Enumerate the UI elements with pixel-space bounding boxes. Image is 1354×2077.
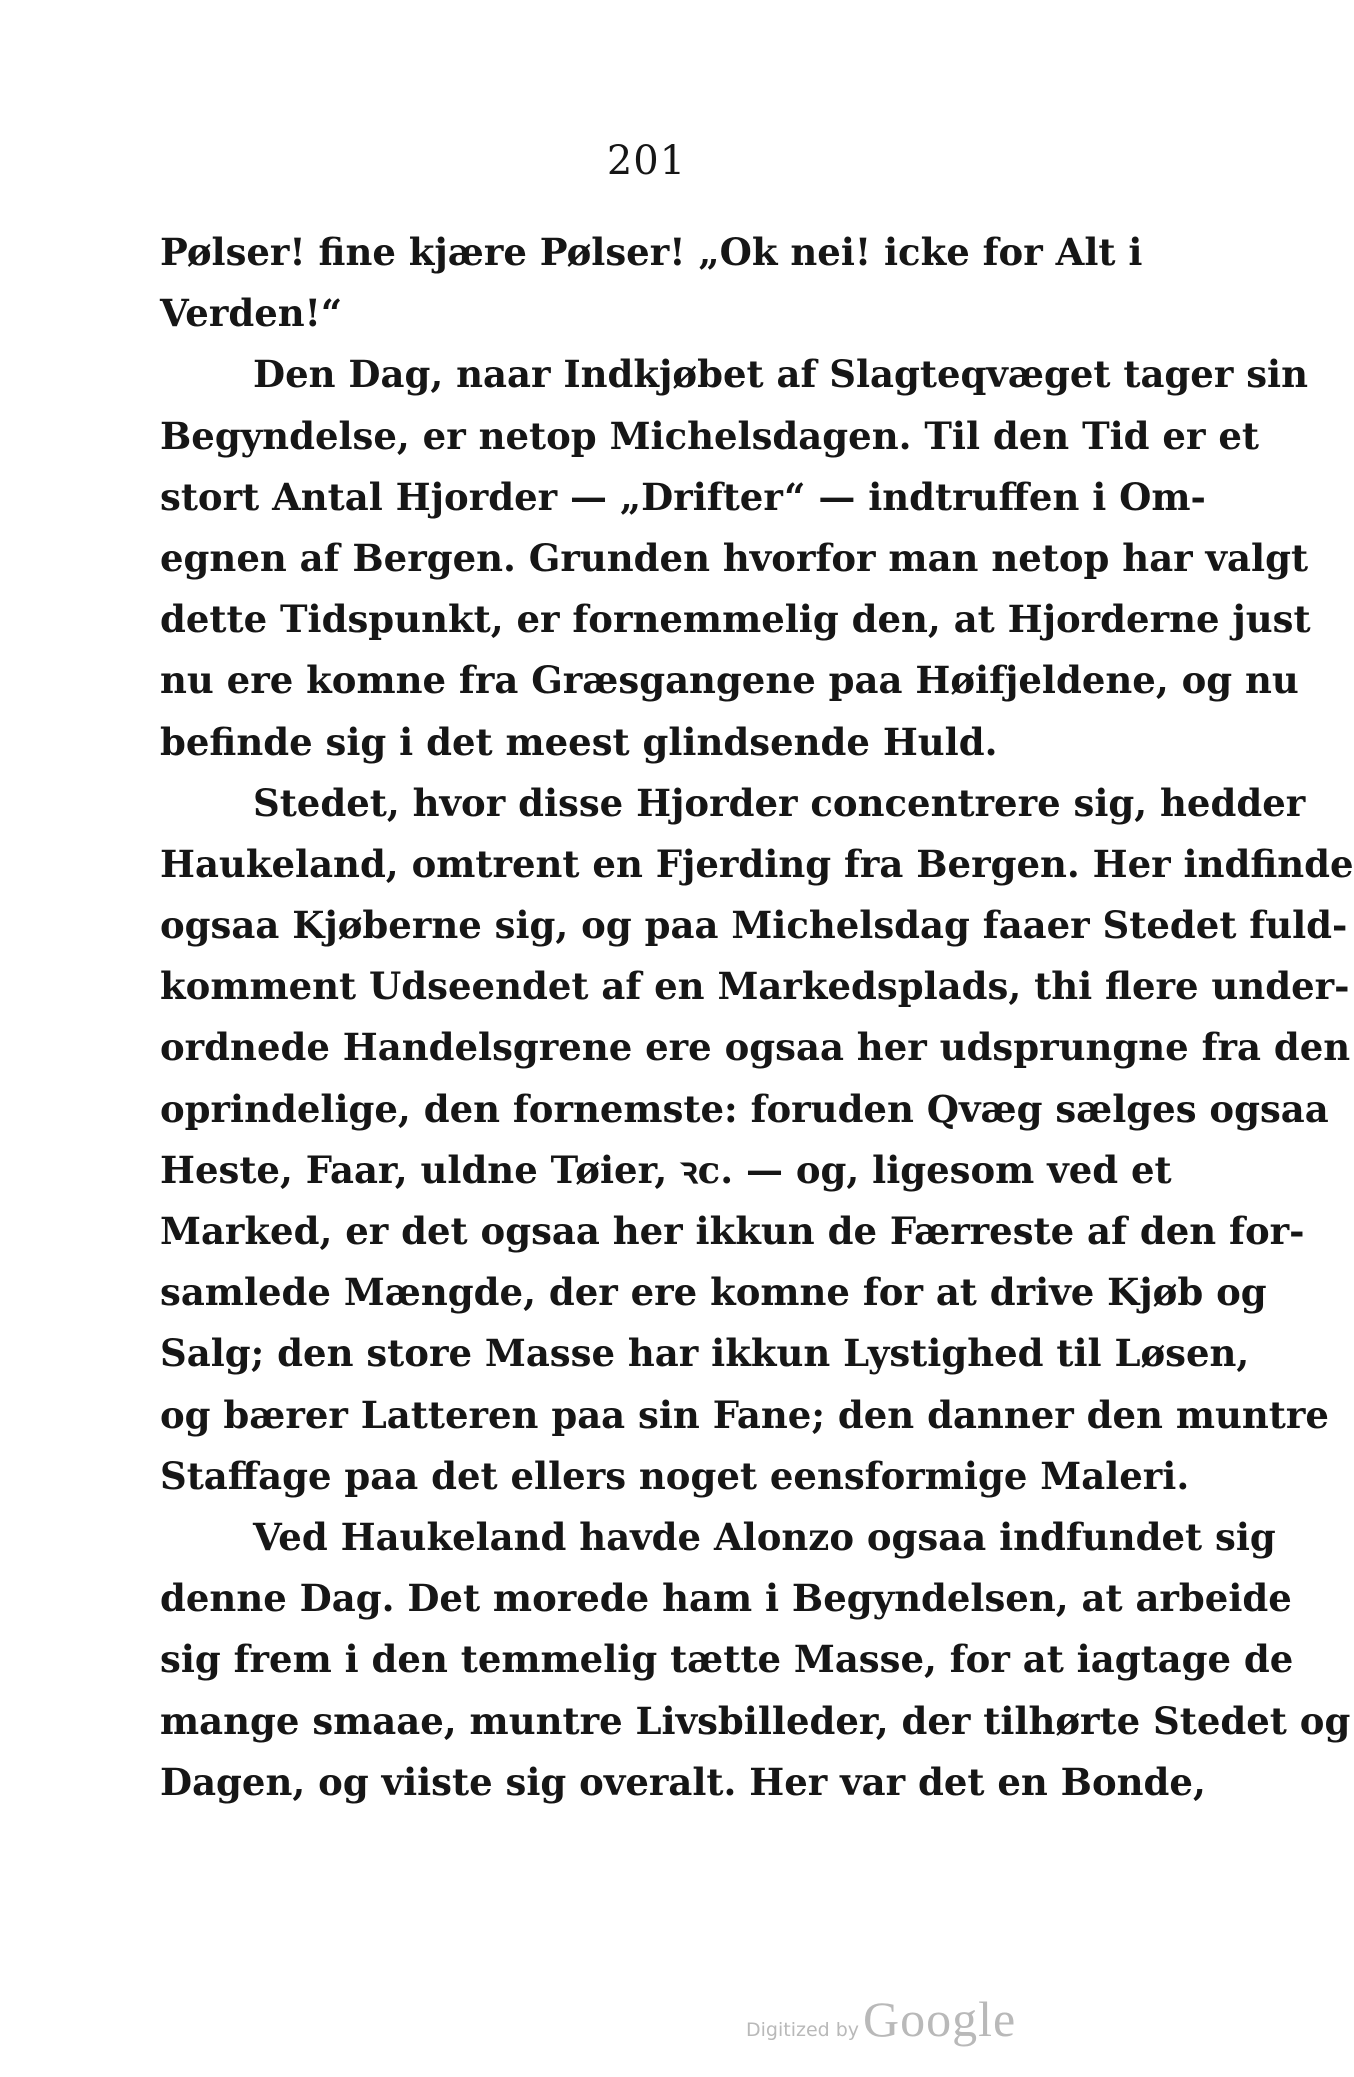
text-line: Heste, Faar, uldne Tøier, ꝛc. — og, ligesom ved et bbox=[160, 1147, 1172, 1192]
text-line: Salg; den store Masse har ikkun Lystighed til Løsen, bbox=[160, 1331, 1250, 1376]
text-line: Dagen, og viiste sig overalt. Her var det en Bonde, bbox=[160, 1759, 1206, 1804]
text-line: ogsaa Kjøberne sig, og paa Michelsdag faaer Stedet fuld- bbox=[160, 903, 1348, 948]
paragraph-start-line: Den Dag, naar Indkjøbet af Slagteqvæget tager sin bbox=[253, 352, 1308, 397]
text-line: mange smaae, muntre Livsbilleder, der tilhørte Stedet og bbox=[160, 1698, 1351, 1743]
page-number: 201 bbox=[606, 138, 687, 184]
text-line: denne Dag. Det morede ham i Begyndelsen, at arbeide bbox=[160, 1576, 1292, 1621]
text-line: befinde sig i det meest glindsende Huld. bbox=[160, 719, 998, 764]
text-line: dette Tidspunkt, er fornemmelig den, at Hjorderne just bbox=[160, 597, 1311, 642]
text-line: egnen af Bergen. Grunden hvorfor man netop har valgt bbox=[160, 535, 1309, 580]
google-logo: Google bbox=[863, 1991, 1017, 2047]
text-line: Staffage paa det ellers noget eensformige Maleri. bbox=[160, 1453, 1190, 1498]
watermark-prefix: Digitized by bbox=[746, 2019, 860, 2041]
text-line: samlede Mængde, der ere komne for at drive Kjøb og bbox=[160, 1270, 1267, 1315]
text-line: ordnede Handelsgrene ere ogsaa her udsprungne fra den bbox=[160, 1025, 1351, 1070]
text-line: stort Antal Hjorder — „Drifter“ — indtruffen i Om- bbox=[160, 474, 1206, 519]
text-line: Haukeland, omtrent en Fjerding fra Bergen. Her indfinde bbox=[160, 841, 1354, 886]
text-line: Pølser! fine kjære Pølser! „Ok nei! icke for Alt i bbox=[160, 230, 1143, 274]
text-line: komment Udseendet af en Markedsplads, thi flere under- bbox=[160, 964, 1350, 1009]
paragraph-start-line: Stedet, hvor disse Hjorder concentrere sig, hedder bbox=[253, 780, 1306, 825]
paragraph-start-line: Ved Haukeland havde Alonzo ogsaa indfundet sig bbox=[253, 1514, 1276, 1559]
text-line: oprindelige, den fornemste: foruden Qvæg sælges ogsaa bbox=[160, 1086, 1329, 1131]
text-line: Begyndelse, er netop Michelsdagen. Til den Tid er et bbox=[160, 413, 1259, 458]
body-text bbox=[160, 222, 1354, 1813]
text-line: Marked, er det ogsaa her ikkun de Færreste af den for- bbox=[160, 1209, 1305, 1253]
text-line: nu ere komne fra Græsgangene paa Høifjeldene, og nu bbox=[160, 658, 1299, 703]
text-line: Verden!“ bbox=[160, 291, 343, 336]
digitized-watermark bbox=[746, 1990, 1016, 2050]
text-line: og bærer Latteren paa sin Fane; den danner den muntre bbox=[160, 1392, 1329, 1437]
text-line: sig frem i den temmelig tætte Masse, for at iagtage de bbox=[160, 1637, 1294, 1682]
